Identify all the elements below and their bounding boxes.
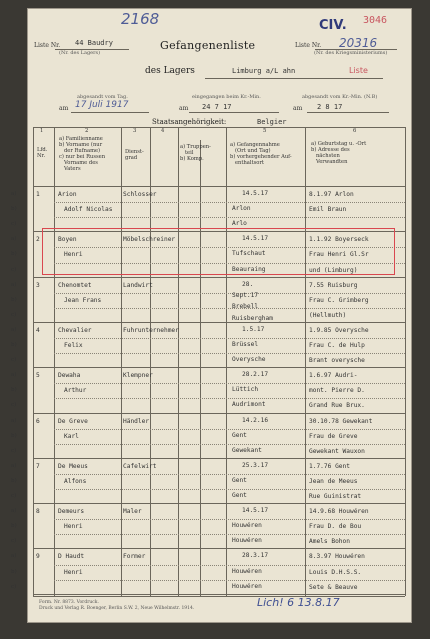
capture-info: Lüttich bbox=[232, 386, 259, 394]
row-number: 4 bbox=[36, 326, 40, 334]
birth-info: Frau de Greve bbox=[309, 432, 358, 440]
row-letter: a) bbox=[11, 236, 17, 243]
prisoner-name: Adolf Nicolas bbox=[64, 206, 113, 214]
row-number: 1 bbox=[36, 191, 40, 198]
stamp-number: 3046 bbox=[363, 15, 388, 26]
row-letter: c) bbox=[11, 311, 17, 318]
capture-info: Houwéren bbox=[232, 522, 262, 530]
document-title: Gefangenenliste bbox=[160, 39, 256, 52]
row-letter: b) bbox=[11, 477, 17, 484]
capture-info: Audrimont bbox=[232, 401, 266, 409]
col-4-label: a) Truppen- teil b) Komp. bbox=[180, 144, 211, 162]
birth-info: Jean de Meeus bbox=[309, 477, 358, 485]
prisoner-rank: Fuhrunternehmer bbox=[123, 326, 179, 334]
lager-value: Limburg a/L ahn bbox=[232, 67, 296, 75]
row-letter: c) bbox=[11, 583, 17, 590]
prisoner-name: Demeurs bbox=[58, 508, 85, 516]
right-liste-value: 20316 bbox=[339, 36, 378, 50]
prisoner-rank: Möbelschreiner bbox=[123, 236, 176, 244]
row-letter: a) bbox=[11, 191, 17, 197]
birth-info: mont. Pierre D. bbox=[309, 387, 365, 395]
col-5-num: 5 bbox=[263, 128, 267, 134]
col-3-label: Dienst- grad bbox=[125, 149, 144, 161]
row-letter: c) bbox=[11, 402, 17, 409]
prisoner-rank: Schlosser bbox=[123, 191, 157, 198]
row-letter: a) bbox=[11, 553, 17, 560]
row-number: 9 bbox=[36, 553, 40, 561]
prisoner-name: Chenomtet bbox=[58, 281, 92, 289]
row-letter: b) bbox=[11, 568, 17, 575]
birth-info: Brant overysche bbox=[309, 357, 365, 365]
birth-info: Frau C. de Hulp bbox=[309, 342, 365, 349]
prisoner-rank: Landwirt bbox=[123, 281, 153, 289]
capture-info: Tufschaut bbox=[232, 250, 266, 258]
right-liste-label: Liste Nr. bbox=[295, 42, 322, 49]
row-number: 2 bbox=[36, 236, 40, 244]
row-letter: c) bbox=[11, 447, 17, 454]
capture-info: Arlo bbox=[232, 220, 247, 228]
row-letter: b) bbox=[11, 523, 17, 530]
row-letter: a) bbox=[11, 326, 17, 333]
birth-info: Emil Braun bbox=[309, 206, 347, 214]
prisoner-name: D Haudt bbox=[58, 553, 85, 561]
date-left-am: am bbox=[59, 105, 69, 112]
capture-info: 25.3.17 bbox=[242, 461, 269, 469]
right-liste-sub: (Nr. des Kriegsministeriums) bbox=[314, 50, 388, 56]
prisoner-name: Arion bbox=[58, 191, 77, 198]
prisoner-name: Dewaha bbox=[58, 372, 81, 380]
capture-info: Beauraing bbox=[232, 265, 266, 273]
row-number: 6 bbox=[36, 417, 40, 425]
col-2-num: 2 bbox=[85, 128, 89, 134]
capture-info: Gent bbox=[232, 492, 247, 499]
nationality-value: Belgier bbox=[257, 118, 287, 126]
birth-info: Gewekant Wauxon bbox=[309, 447, 365, 455]
row-letter: a) bbox=[11, 281, 17, 288]
capture-info: Houwéren bbox=[232, 582, 262, 590]
prisoner-name: Henri bbox=[64, 251, 83, 259]
capture-info: Gent bbox=[232, 476, 247, 484]
row-letter: c) bbox=[11, 357, 17, 364]
prisoner-rank: Former bbox=[123, 553, 146, 561]
prisoner-rank: Händler bbox=[123, 417, 150, 425]
birth-info: 1.7.76 Gent bbox=[309, 462, 350, 470]
capture-info: Brüssel bbox=[232, 341, 259, 348]
prisoner-name: Karl bbox=[64, 432, 79, 440]
row-letter: c) bbox=[11, 493, 17, 499]
row-letter: a) bbox=[11, 508, 17, 515]
date-left-value: 17 Juli 1917 bbox=[75, 100, 129, 110]
birth-info: Amels Bohon bbox=[309, 538, 350, 546]
row-letter: a) bbox=[11, 462, 17, 469]
birth-info: 7.55 Ruisburg bbox=[309, 281, 358, 289]
birth-info: Rue Guinistrat bbox=[309, 493, 362, 500]
col-3-num: 3 bbox=[133, 128, 137, 134]
birth-info: Frau C. Grimberg bbox=[309, 296, 369, 304]
printer-line: Druck und Verlag R. Boenger, Berlin S.W. 2, Neue Wilhelmstr. 1914. bbox=[39, 606, 195, 611]
birth-info: Frau Henri Gl.Sr bbox=[309, 251, 369, 259]
date-right-caption: abgesandt vom Kr.-Min. (N.B) bbox=[302, 94, 378, 100]
row-letter: a) bbox=[11, 372, 17, 379]
col-1-num: 1 bbox=[40, 128, 44, 134]
prisoner-name: Boyen bbox=[58, 236, 77, 244]
capture-info: Houwéren bbox=[232, 567, 262, 575]
col-2-label: a) Familienname b) Vorname (nur der Rufname) c) nur bei Russen Vorname des Vaters bbox=[59, 136, 106, 172]
row-number: 3 bbox=[36, 281, 40, 289]
birth-info: 1.1.92 Boyerseck bbox=[309, 236, 369, 244]
capture-info: 28.3.17 bbox=[242, 552, 269, 560]
birth-info: Frau D. de Bou bbox=[309, 523, 362, 531]
row-letter: b) bbox=[11, 387, 17, 394]
prisoner-name: Henri bbox=[64, 568, 83, 576]
nationality-label: Staatsangehörigkeit: bbox=[152, 118, 227, 126]
liste-value: 44 Baudry bbox=[75, 39, 113, 47]
row-letter: c) bbox=[11, 266, 17, 273]
row-number: 7 bbox=[36, 462, 40, 470]
lager-label: des Lagers bbox=[145, 66, 195, 76]
capture-info: Sept.17 bbox=[232, 291, 259, 299]
signature: Lich! 6 13.8.17 bbox=[257, 596, 340, 609]
row-letter: c) bbox=[11, 538, 17, 545]
form-number: Form. Nr. 8873. Vordruck. bbox=[39, 600, 99, 605]
prisoner-rank: Cafelwirt bbox=[123, 462, 157, 470]
birth-info: Grand Rue Brux. bbox=[309, 402, 365, 410]
liste-label: Liste Nr. bbox=[34, 42, 61, 49]
birth-info: 14.9.68 Houwéren bbox=[309, 508, 369, 516]
capture-info: Houwéren bbox=[232, 537, 262, 545]
date-left-caption: abgesandt vom Tag. bbox=[77, 94, 128, 100]
capture-info: Gent bbox=[232, 431, 247, 439]
col-1-label: Lfd. Nr. bbox=[37, 147, 48, 159]
row-letter: b) bbox=[11, 296, 17, 303]
row-letter: b) bbox=[11, 342, 17, 348]
prisoner-rank: Klempner bbox=[123, 372, 153, 380]
birth-info: 8.3.97 Houwéren bbox=[309, 553, 365, 561]
prisoner-name: Jean Frans bbox=[64, 296, 102, 304]
date-right-am: am bbox=[293, 105, 303, 112]
row-number: 5 bbox=[36, 372, 40, 380]
birth-info: Sete & Beauve bbox=[309, 583, 358, 591]
row-letter: b) bbox=[11, 206, 17, 213]
capture-info: 14.5.17 bbox=[242, 507, 269, 515]
liste-sub: (Nr. des Lagers) bbox=[59, 50, 101, 56]
capture-info: Gewekant bbox=[232, 446, 262, 454]
capture-info: Ruisbergham bbox=[232, 314, 273, 322]
handwritten-number: 2168 bbox=[121, 10, 160, 28]
birth-info: 1.6.97 Audri- bbox=[309, 372, 358, 380]
row-letter: b) bbox=[11, 251, 17, 258]
prisoner-name: Arthur bbox=[64, 387, 87, 395]
col-6-label: a) Geburtstag u. -Ort b) Adresse des nächsten Verwandten bbox=[311, 141, 367, 165]
date-mid-value: 24 7 17 bbox=[202, 103, 232, 111]
capture-info: 28.2.17 bbox=[242, 371, 269, 379]
birth-info: 1.9.85 Overysche bbox=[309, 326, 369, 334]
row-letter: c) bbox=[11, 221, 17, 228]
date-mid-caption: eingegangen beim Kr.-Min. bbox=[192, 94, 261, 100]
birth-info: (Hellmuth) bbox=[309, 311, 347, 319]
capture-info: 28. bbox=[242, 280, 254, 288]
row-highlight-box bbox=[42, 228, 395, 275]
row-number: 8 bbox=[36, 508, 40, 516]
capture-info: Arlon bbox=[232, 205, 251, 213]
prisoner-name: Felix bbox=[64, 342, 83, 349]
civ-stamp: CIV. bbox=[319, 18, 347, 33]
prisoner-name: De Meeus bbox=[58, 462, 88, 470]
capture-info: 1.5.17 bbox=[242, 325, 265, 333]
prisoner-rank: Maler bbox=[123, 508, 142, 516]
prisoner-name: De Greve bbox=[58, 417, 88, 425]
row-letter: b) bbox=[11, 432, 17, 439]
birth-info: und (Limburg) bbox=[309, 266, 358, 274]
capture-info: Brebell bbox=[232, 303, 259, 311]
birth-info: 30.10.78 Gewekant bbox=[309, 417, 373, 425]
col-5-label: a) Gefangennahme (Ort und Tag) b) vorhergehender Auf- enthaltsort bbox=[230, 142, 292, 166]
prisoner-name: Henri bbox=[64, 523, 83, 531]
birth-info: 8.1.97 Arlon bbox=[309, 191, 354, 198]
col-6-num: 6 bbox=[353, 128, 357, 134]
col-4-num: 4 bbox=[161, 128, 165, 134]
capture-info: Overysche bbox=[232, 356, 266, 364]
date-mid-am: am bbox=[179, 105, 189, 112]
lager-stamp: Liste bbox=[349, 66, 368, 75]
prisoner-name: Chevalier bbox=[58, 326, 92, 334]
document-sheet bbox=[11, 8, 412, 623]
prisoner-name: Alfons bbox=[64, 477, 87, 485]
birth-info: Louis D.H.S.S. bbox=[309, 568, 362, 576]
capture-info: 14.5.17 bbox=[242, 190, 269, 197]
date-right-value: 2 8 17 bbox=[317, 103, 343, 111]
capture-info: 14.2.16 bbox=[242, 416, 269, 424]
row-letter: a) bbox=[11, 417, 17, 424]
capture-info: 14.5.17 bbox=[242, 235, 269, 243]
